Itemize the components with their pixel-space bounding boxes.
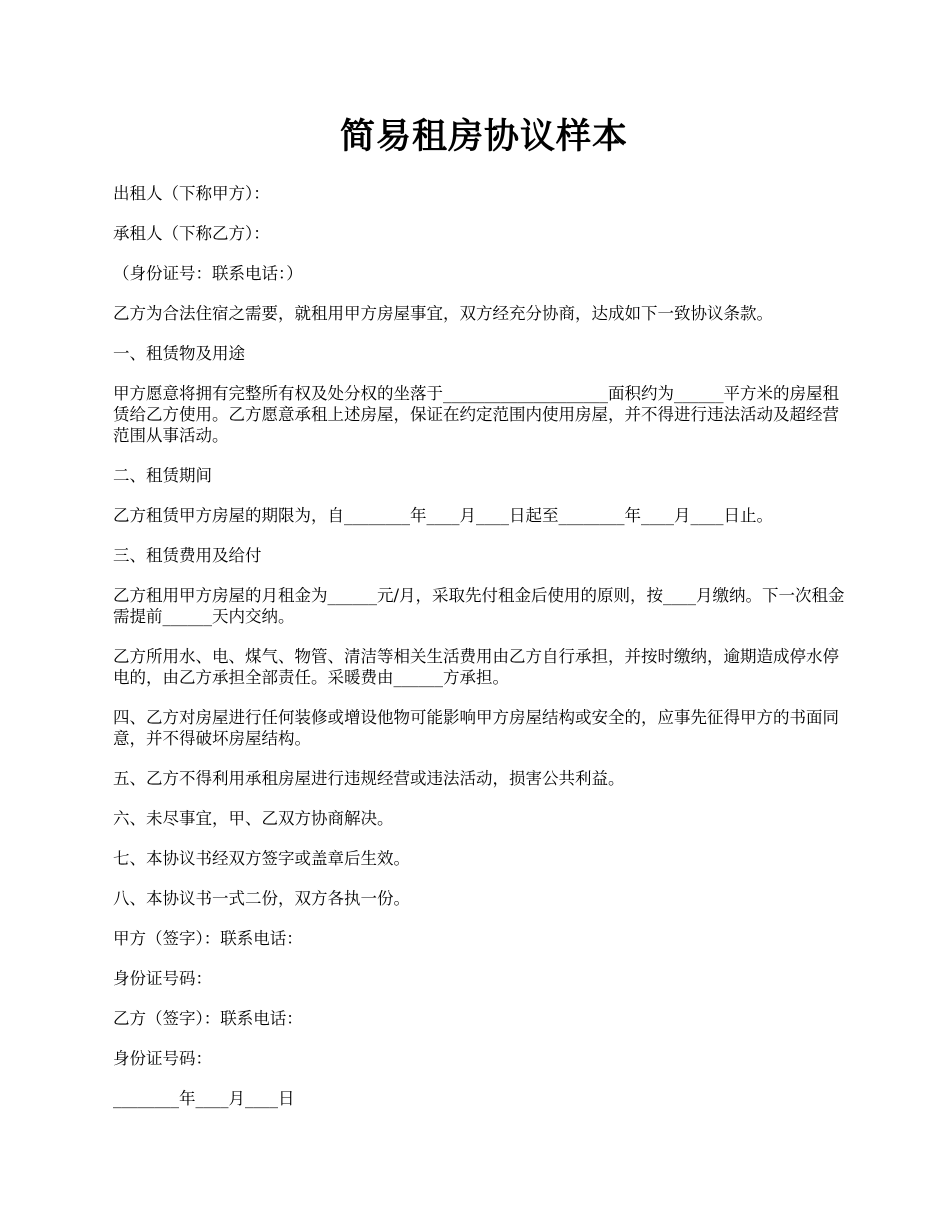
- utilities-paragraph: 乙方所用水、电、煤气、物管、清洁等相关生活费用由乙方自行承担，并按时缴纳，逾期造成停水停电的，由乙方承担全部责任。采暖费由______方承担。: [113, 647, 839, 687]
- party-a-signature-line: 甲方（签字）：联系电话：: [113, 929, 303, 948]
- lessor-line: 出租人（下称甲方）：: [113, 184, 270, 203]
- rent-paragraph: 乙方租用甲方房屋的月租金为______元/月，采取先付租金后使用的原则，按____月缴纳。下一次租金需提前______天内交纳。: [113, 586, 845, 626]
- document-title: 简易租房协议样本: [339, 116, 628, 157]
- party-b-signature-line: 乙方（签字）：联系电话：: [113, 1009, 303, 1028]
- clause-7-paragraph: 七、本协议书经双方签字或盖章后生效。: [113, 849, 410, 868]
- lease-term-paragraph: 乙方租赁甲方房屋的期限为，自________年____月____日起至________年____月____日止。: [113, 506, 773, 525]
- section-heading-2: 二、租赁期间: [113, 466, 212, 485]
- lessee-line: 承租人（下称乙方）：: [113, 224, 270, 243]
- party-a-id-line: 身份证号码：: [113, 969, 212, 988]
- party-b-id-line: 身份证号码：: [113, 1049, 212, 1068]
- clause-4-paragraph: 四、乙方对房屋进行任何装修或增设他物可能影响甲方房屋结构或安全的，应事先征得甲方的书面同意，并不得破坏房屋结构。: [113, 708, 839, 748]
- date-line: ________年____月____日: [113, 1089, 295, 1108]
- section-heading-1: 一、租赁物及用途: [113, 344, 245, 363]
- clause-5-paragraph: 五、乙方不得利用承租房屋进行违规经营或违法活动，损害公共利益。: [113, 769, 625, 788]
- property-paragraph: 甲方愿意将拥有完整所有权及处分权的坐落于____________________面积约为______平方米的房屋租赁给乙方使用。乙方愿意承租上述房屋，保证在约定范围内使用房屋，并不得进行违法活动及超经营范围从事活动。: [113, 384, 839, 445]
- clause-6-paragraph: 六、未尽事宜，甲、乙双方协商解决。: [113, 809, 394, 828]
- section-heading-3: 三、租赁费用及给付: [113, 546, 262, 565]
- clause-8-paragraph: 八、本协议书一式二份，双方各执一份。: [113, 889, 410, 908]
- intro-paragraph: 乙方为合法住宿之需要，就租用甲方房屋事宜，双方经充分协商，达成如下一致协议条款。: [113, 304, 773, 323]
- id-contact-line: （身份证号：联系电话：）: [113, 264, 303, 283]
